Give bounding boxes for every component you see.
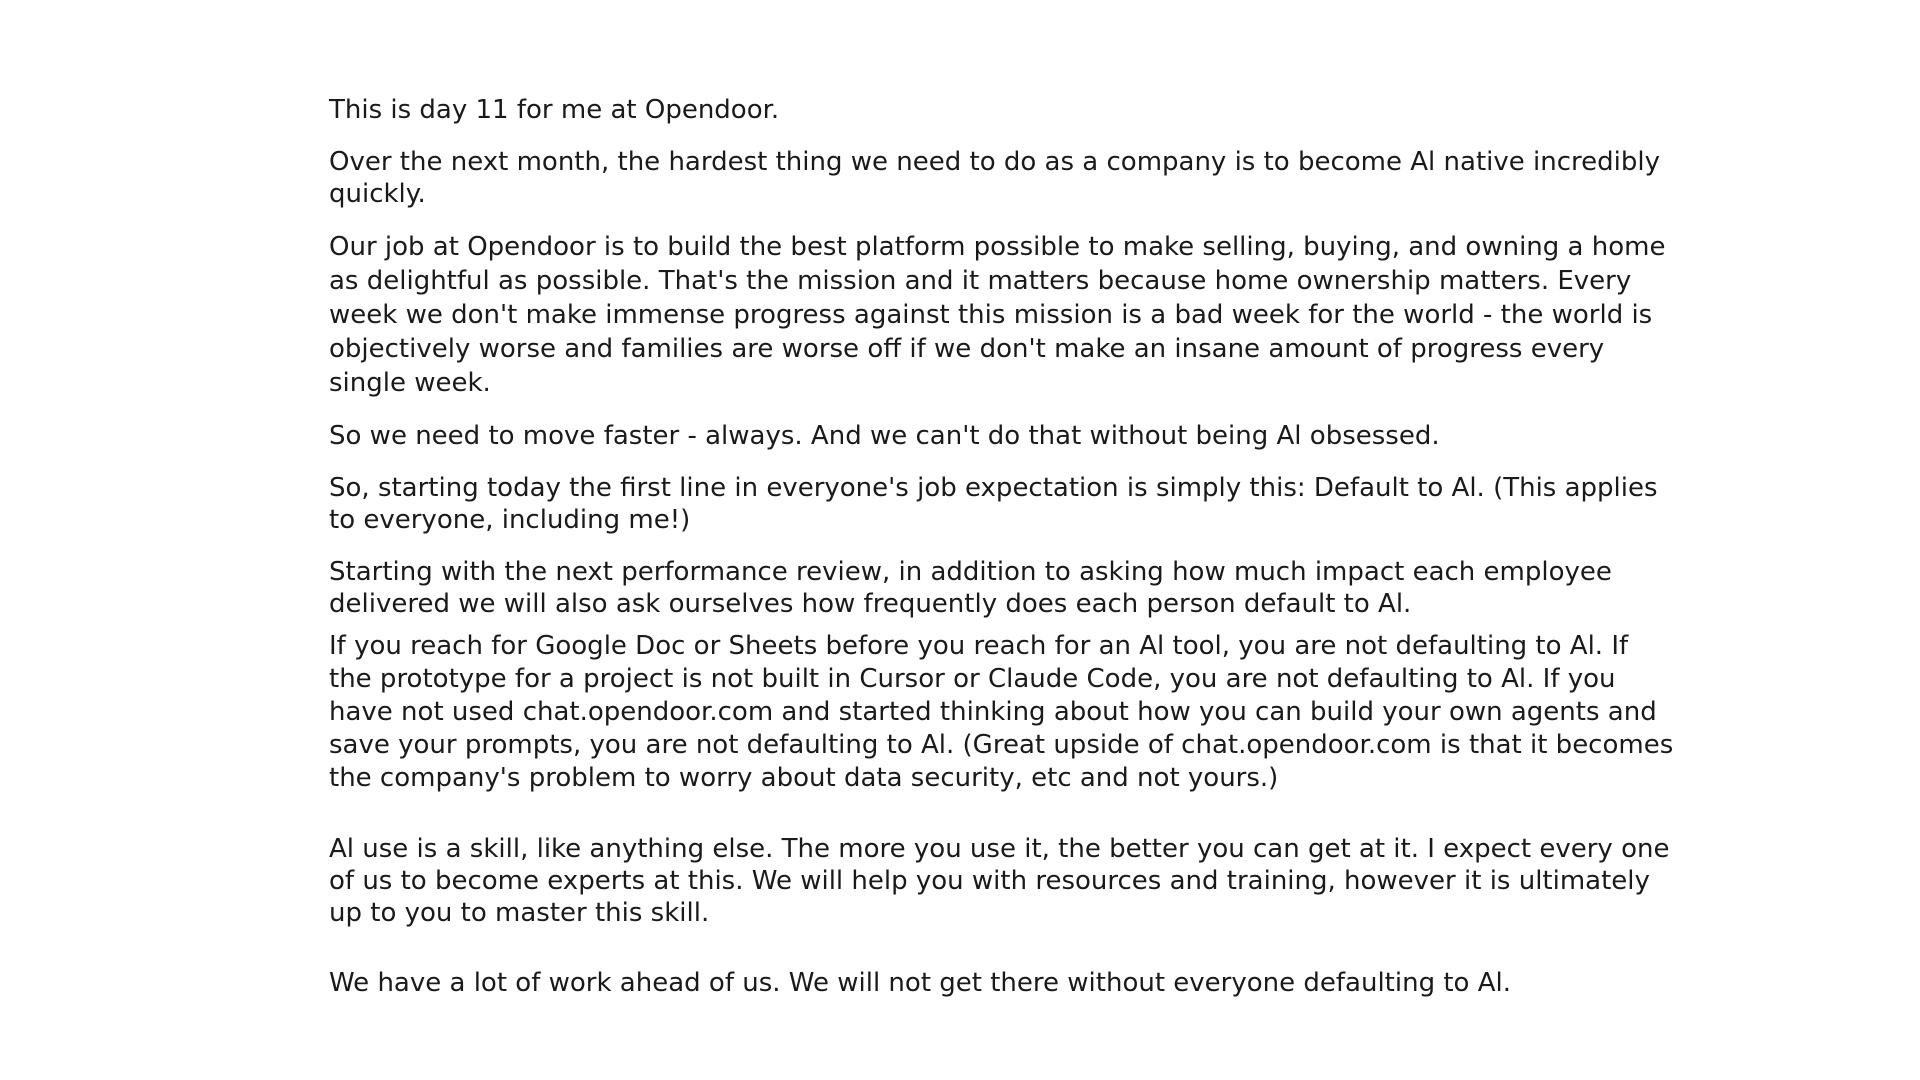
paragraph-performance-review: Starting with the next performance review, in addition to asking how much impact each employee delivered we will also ask ourselves how frequently does each person default to Al. bbox=[329, 557, 1612, 619]
paragraph-default-to-ai: So, starting today the first line in everyone's job expectation is simply this: Default to Al. (This applies to everyone, including me!) bbox=[329, 473, 1658, 535]
paragraph-mission: Our job at Opendoor is to build the best platform possible to make selling, buying, and owning a home as delightful as possible. That's the mission and it matters because home ownership matters. Every week we don't make immense progress against this mission is a bad week for the world - the world is objectively worse and families are worse off if we don't make an insane amount of progress every single week. bbox=[329, 232, 1666, 398]
paragraph-day-11: This is day 11 for me at Opendoor. bbox=[329, 95, 780, 125]
paragraph-examples: If you reach for Google Doc or Sheets before you reach for an Al tool, you are not defaulting to Al. If the prototype for a project is not built in Cursor or Claude Code, you are not defaulting to Al. If you have not used chat.opendoor.com and started thinking about how you can build your own agents and save your prompts, you are not defaulting to Al. (Great upside of chat.opendoor.com is that it becomes the company's problem to worry about data security, etc and not yours.) bbox=[329, 631, 1674, 793]
paragraph-closing: We have a lot of work ahead of us. We will not get there without everyone defaulting to Al. bbox=[329, 968, 1511, 998]
paragraph-ai-native: Over the next month, the hardest thing we need to do as a company is to become Al native incredibly quickly. bbox=[329, 147, 1660, 209]
memo-body bbox=[329, 94, 1679, 999]
paragraph-move-faster: So we need to move faster - always. And we can't do that without being Al obsessed. bbox=[329, 421, 1440, 451]
paragraph-ai-skill: Al use is a skill, like anything else. The more you use it, the better you can get at it. I expect every one of us to become experts at this. We will help you with resources and training, however it is ultimately up to you to master this skill. bbox=[329, 834, 1670, 928]
